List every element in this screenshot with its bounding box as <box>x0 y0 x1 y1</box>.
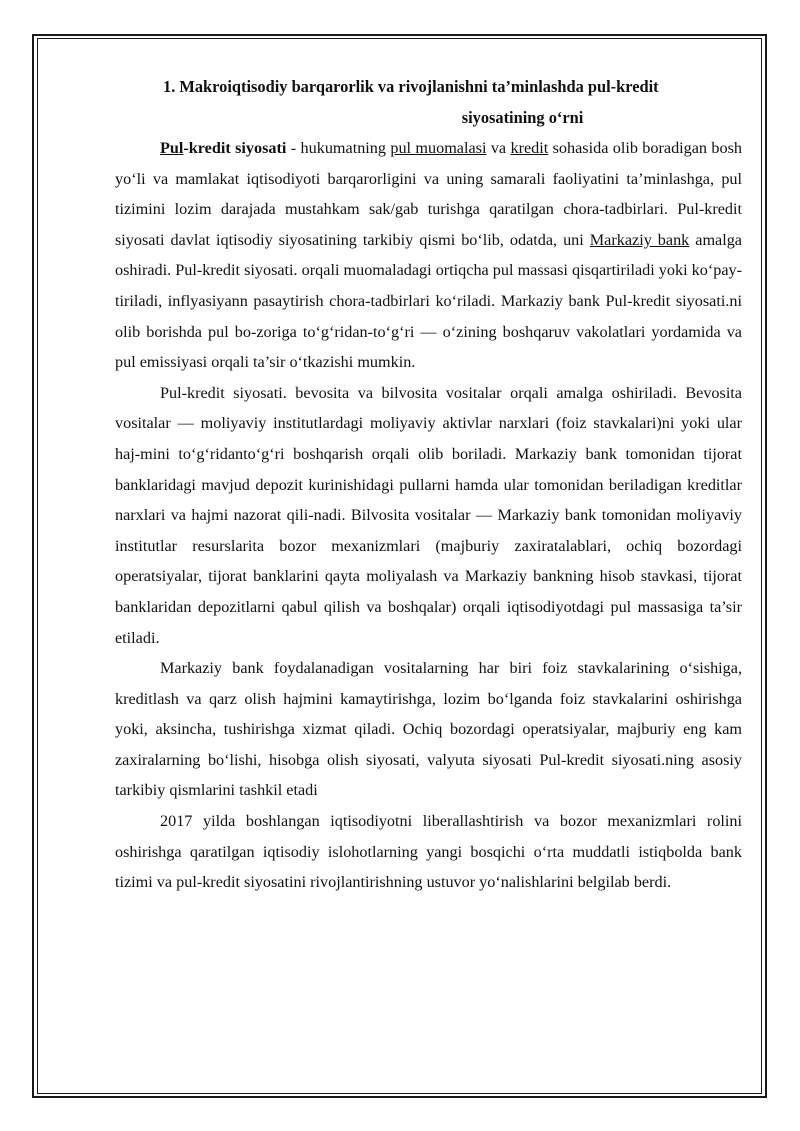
paragraph-1 <box>115 133 742 378</box>
paragraph-2: Pul-kredit siyosati. bevosita va bilvosita vositalar orqali amalga oshiriladi. Bevosita vositalar — moliyaviy institutlardagi moliyaviy aktivlar narxlari (foiz stavkalari)ni yoki ular haj-mini to‘g‘ridanto‘g‘ri boshqarish orqali olib boriladi. Markaziy bank tomonidan tijorat banklaridagi mavjud depozit kurinishidagi pullarni hamda ular tomonidan beriladigan kreditlar narxlari va hajmi nazorat qili-nadi. Bilvosita vositalar — Markaziy bank tomonidan moliyaviy institutlar resurslarita bozor mexanizmlari (majburiy zaxiratalablari, ochiq bozordagi operatsiyalar, tijorat banklarini qayta moliyalash va Markaziy bankning hisob stavkasi, tijorat banklaridan depozitlarni qabul qilish va boshqalar) orqali iqtisodiyotdagi pul massasiga ta’sir etiladi. <box>115 383 742 647</box>
paragraph-4: 2017 yilda boshlangan iqtisodiyotni liberallashtirish va bozor mexanizmlari rolini oshirishga qaratilgan iqtisodiy islohotlarning yangi bosqichi o‘rta muddatli istiqbolda bank tizimi va pul-kredit siyosatini rivojlantirishning ustuvor yo‘nalishlarini belgilab berdi. <box>115 812 742 892</box>
term-pul[interactable]: Pul <box>160 139 184 157</box>
document-body <box>115 72 742 898</box>
paragraph-1-text: va <box>486 139 511 157</box>
heading-line-1: 1. Makroiqtisodiy barqarorlik va rivojlanishni ta’minlashda pul-kredit <box>163 77 659 96</box>
heading-line-2: siyosatining o‘rni <box>461 107 584 127</box>
paragraph-1-text: amalga oshiradi. Pul-kredit siyosati. orqali muomaladagi ortiqcha pul massasi qisqartiriladi yoki ko‘pay-tiriladi, inflyasiyann pasaytirish chora-tadbirlari ko‘riladi. Markaziy bank Pul-kredit siyosati.ni olib borishda pul bo-zoriga to‘g‘ridan-to‘g‘ri — o‘zining boshqaruv vakolatlari yordamida va pul emissiyasi orqali ta’sir o‘tkazishi mumkin. <box>115 230 742 372</box>
paragraph-3: Markaziy bank foydalanadigan vositalarning har biri foiz stavkalarining o‘sishiga, kreditlash va qarz olish hajmini kamaytirishga, lozim bo‘lganda foiz stavkalarini oshirishga yoki, aksincha, tushirishga xizmat qiladi. Ochiq bozordagi operatsiyalar, majburiy eng kam zaxiralarning bo‘lishi, hisobga olish siyosati, valyuta siyosati Pul-kredit siyosati.ning asosiy tarkibiy qismlarini tashkil etadi <box>115 659 742 800</box>
link-pul-muomalasi[interactable]: pul muomalasi <box>390 139 487 157</box>
paragraph-1-text: sohasida olib boradigan bosh yo‘li va mamlakat iqtisodiyoti barqarorligini va uning samarali faoliyatini ta’minlashga, pul tizimini lozim darajada mustahkam sak/gab turishga qaratilgan chora-tadbirlari. Pul-kredit siyosati davlat iqtisodiy siyosatining tarkibiy qismi bo‘lib, odatda, uni <box>115 139 742 249</box>
term-kredit-siyosati: -kredit siyosati <box>183 139 287 157</box>
link-kredit[interactable]: kredit <box>510 139 549 157</box>
link-markaziy-bank[interactable]: Markaziy bank <box>589 230 690 249</box>
section-heading <box>115 72 742 133</box>
paragraph-1-text: - hukumatning <box>286 139 391 157</box>
